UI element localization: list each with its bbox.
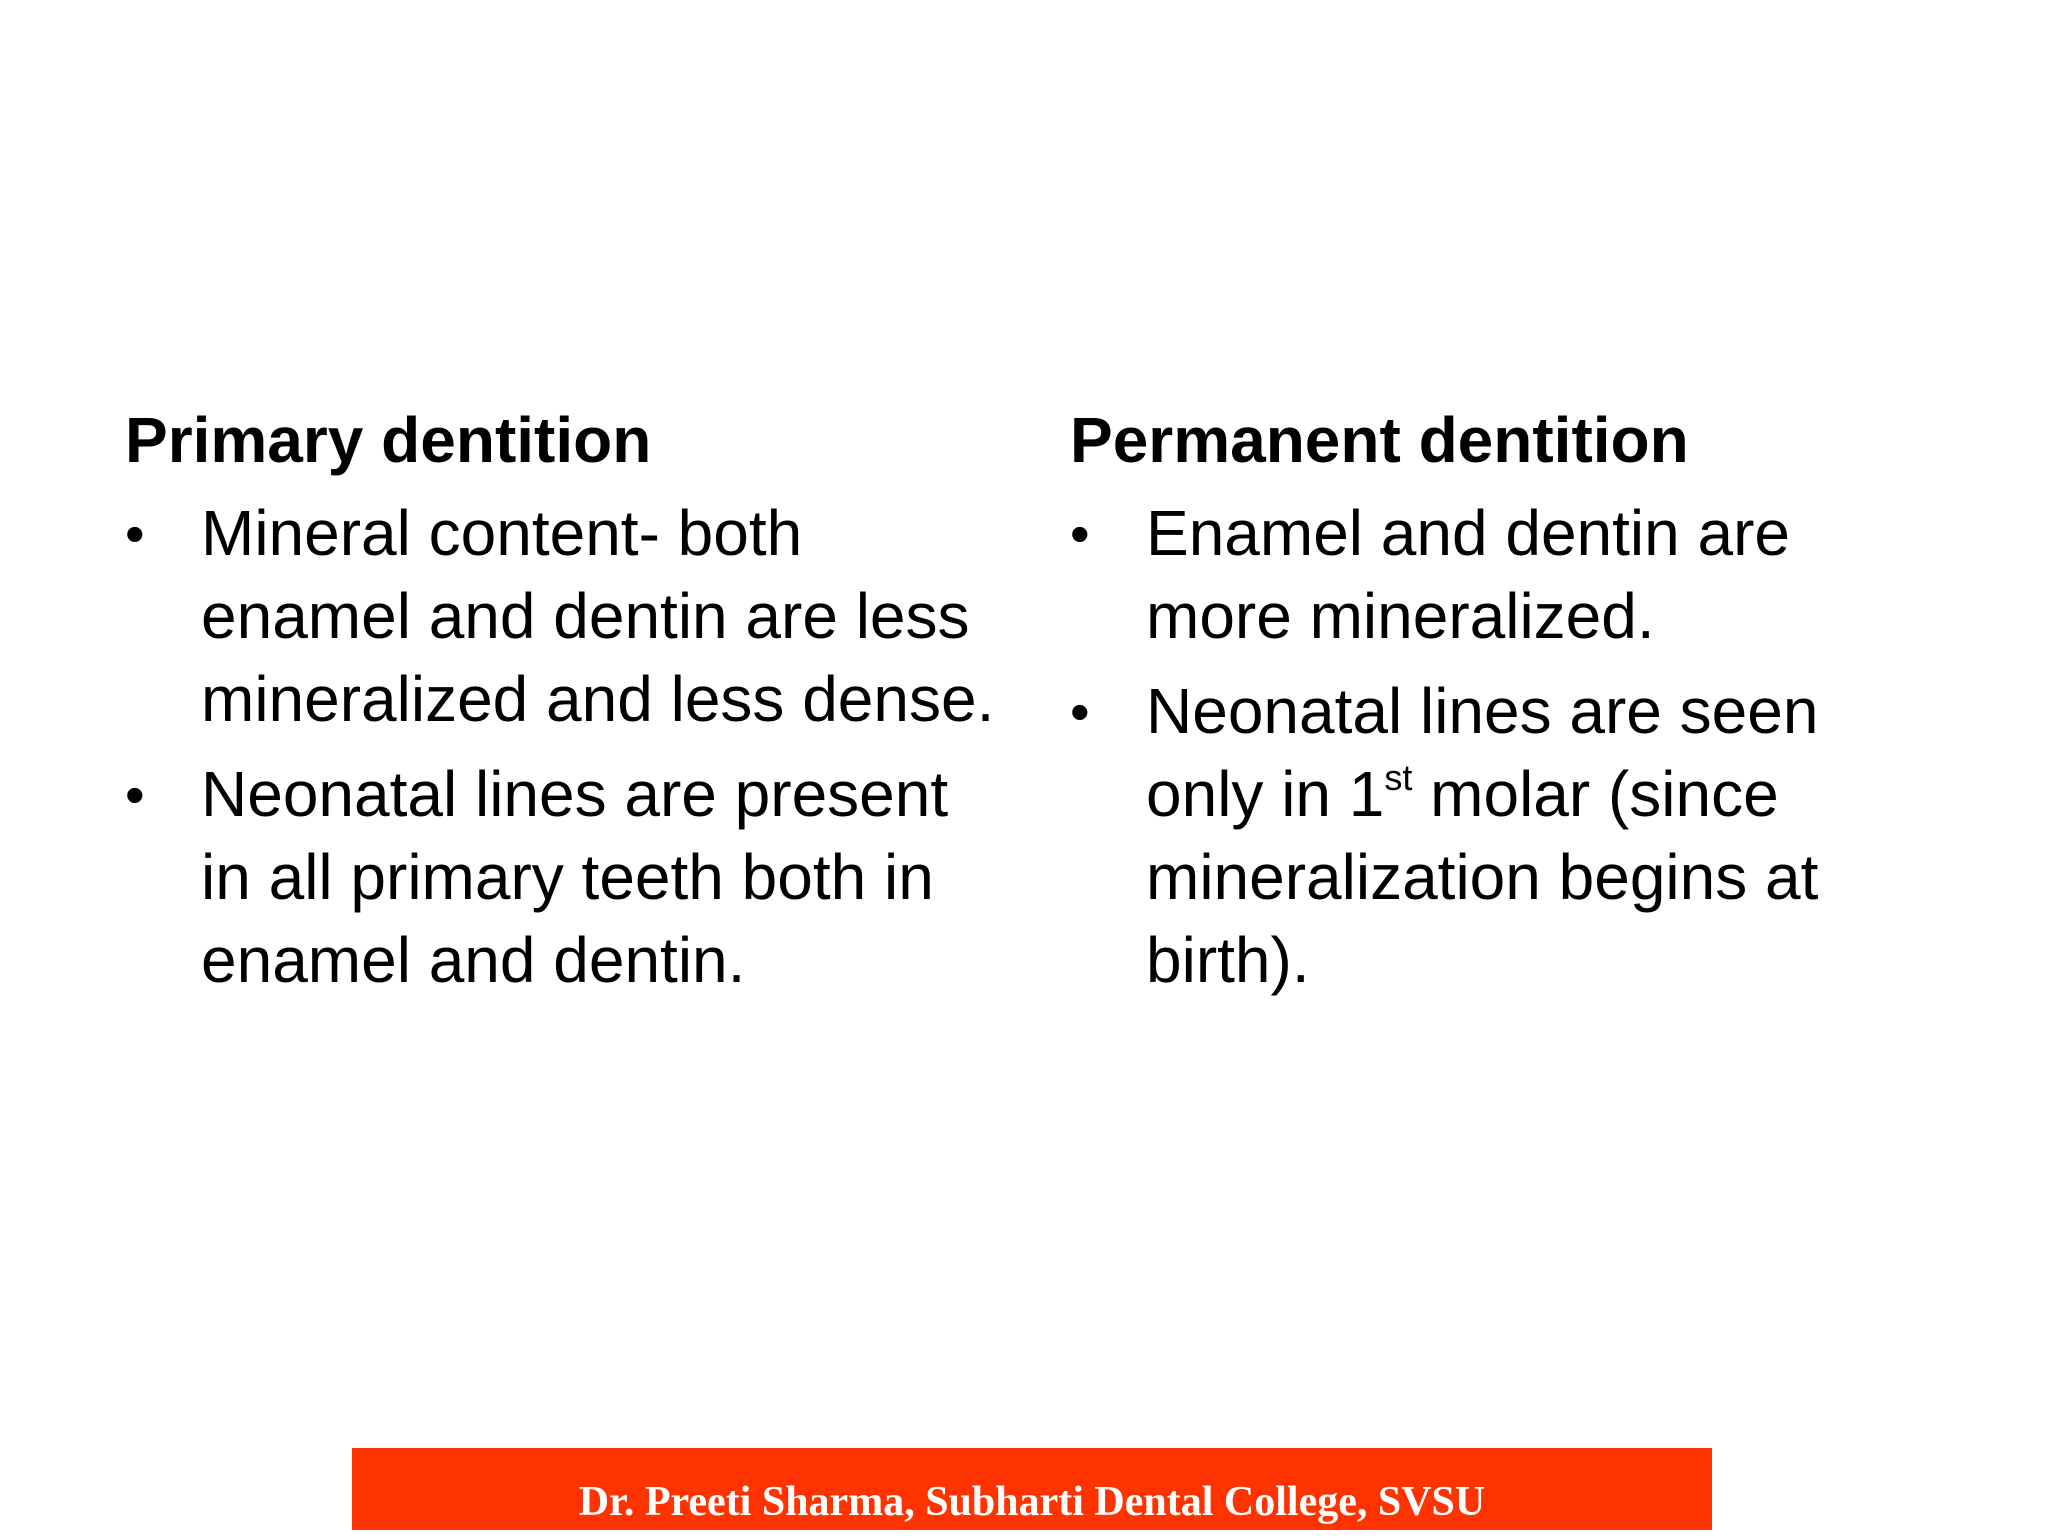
bullet-text-start: Neonatal lines are seen only in 1: [1146, 675, 1819, 830]
list-item: [125, 753, 1005, 1002]
bullet-icon: •: [125, 763, 145, 826]
bullet-text: Enamel and dentin are more mineralized.: [1146, 497, 1790, 652]
list-item: [1070, 492, 1950, 658]
bullet-text: [1146, 675, 1818, 996]
bullet-icon: •: [1070, 502, 1090, 565]
primary-dentition-list: [125, 492, 1005, 1002]
ordinal-superscript: st: [1384, 757, 1413, 798]
primary-dentition-heading: Primary dentition: [125, 404, 652, 476]
bullet-text: Neonatal lines are present in all primary teeth both in enamel and dentin.: [201, 758, 949, 996]
footer-banner: [352, 1448, 1712, 1530]
permanent-dentition-column: [1070, 400, 1950, 1014]
bullet-icon: •: [1070, 680, 1090, 743]
list-item: [1070, 670, 1950, 1002]
bullet-text-end: molar (since mineralization begins at birth).: [1146, 758, 1819, 996]
primary-dentition-column: [125, 400, 1005, 1014]
bullet-icon: •: [125, 502, 145, 565]
permanent-dentition-list: [1070, 492, 1950, 1002]
footer-credit: Dr. Preeti Sharma, Subharti Dental College, SVSU: [578, 1479, 1486, 1525]
permanent-dentition-heading: Permanent dentition: [1070, 404, 1689, 476]
list-item: [125, 492, 1005, 741]
bullet-text: Mineral content- both enamel and dentin are less mineralized and less dense.: [201, 497, 995, 735]
